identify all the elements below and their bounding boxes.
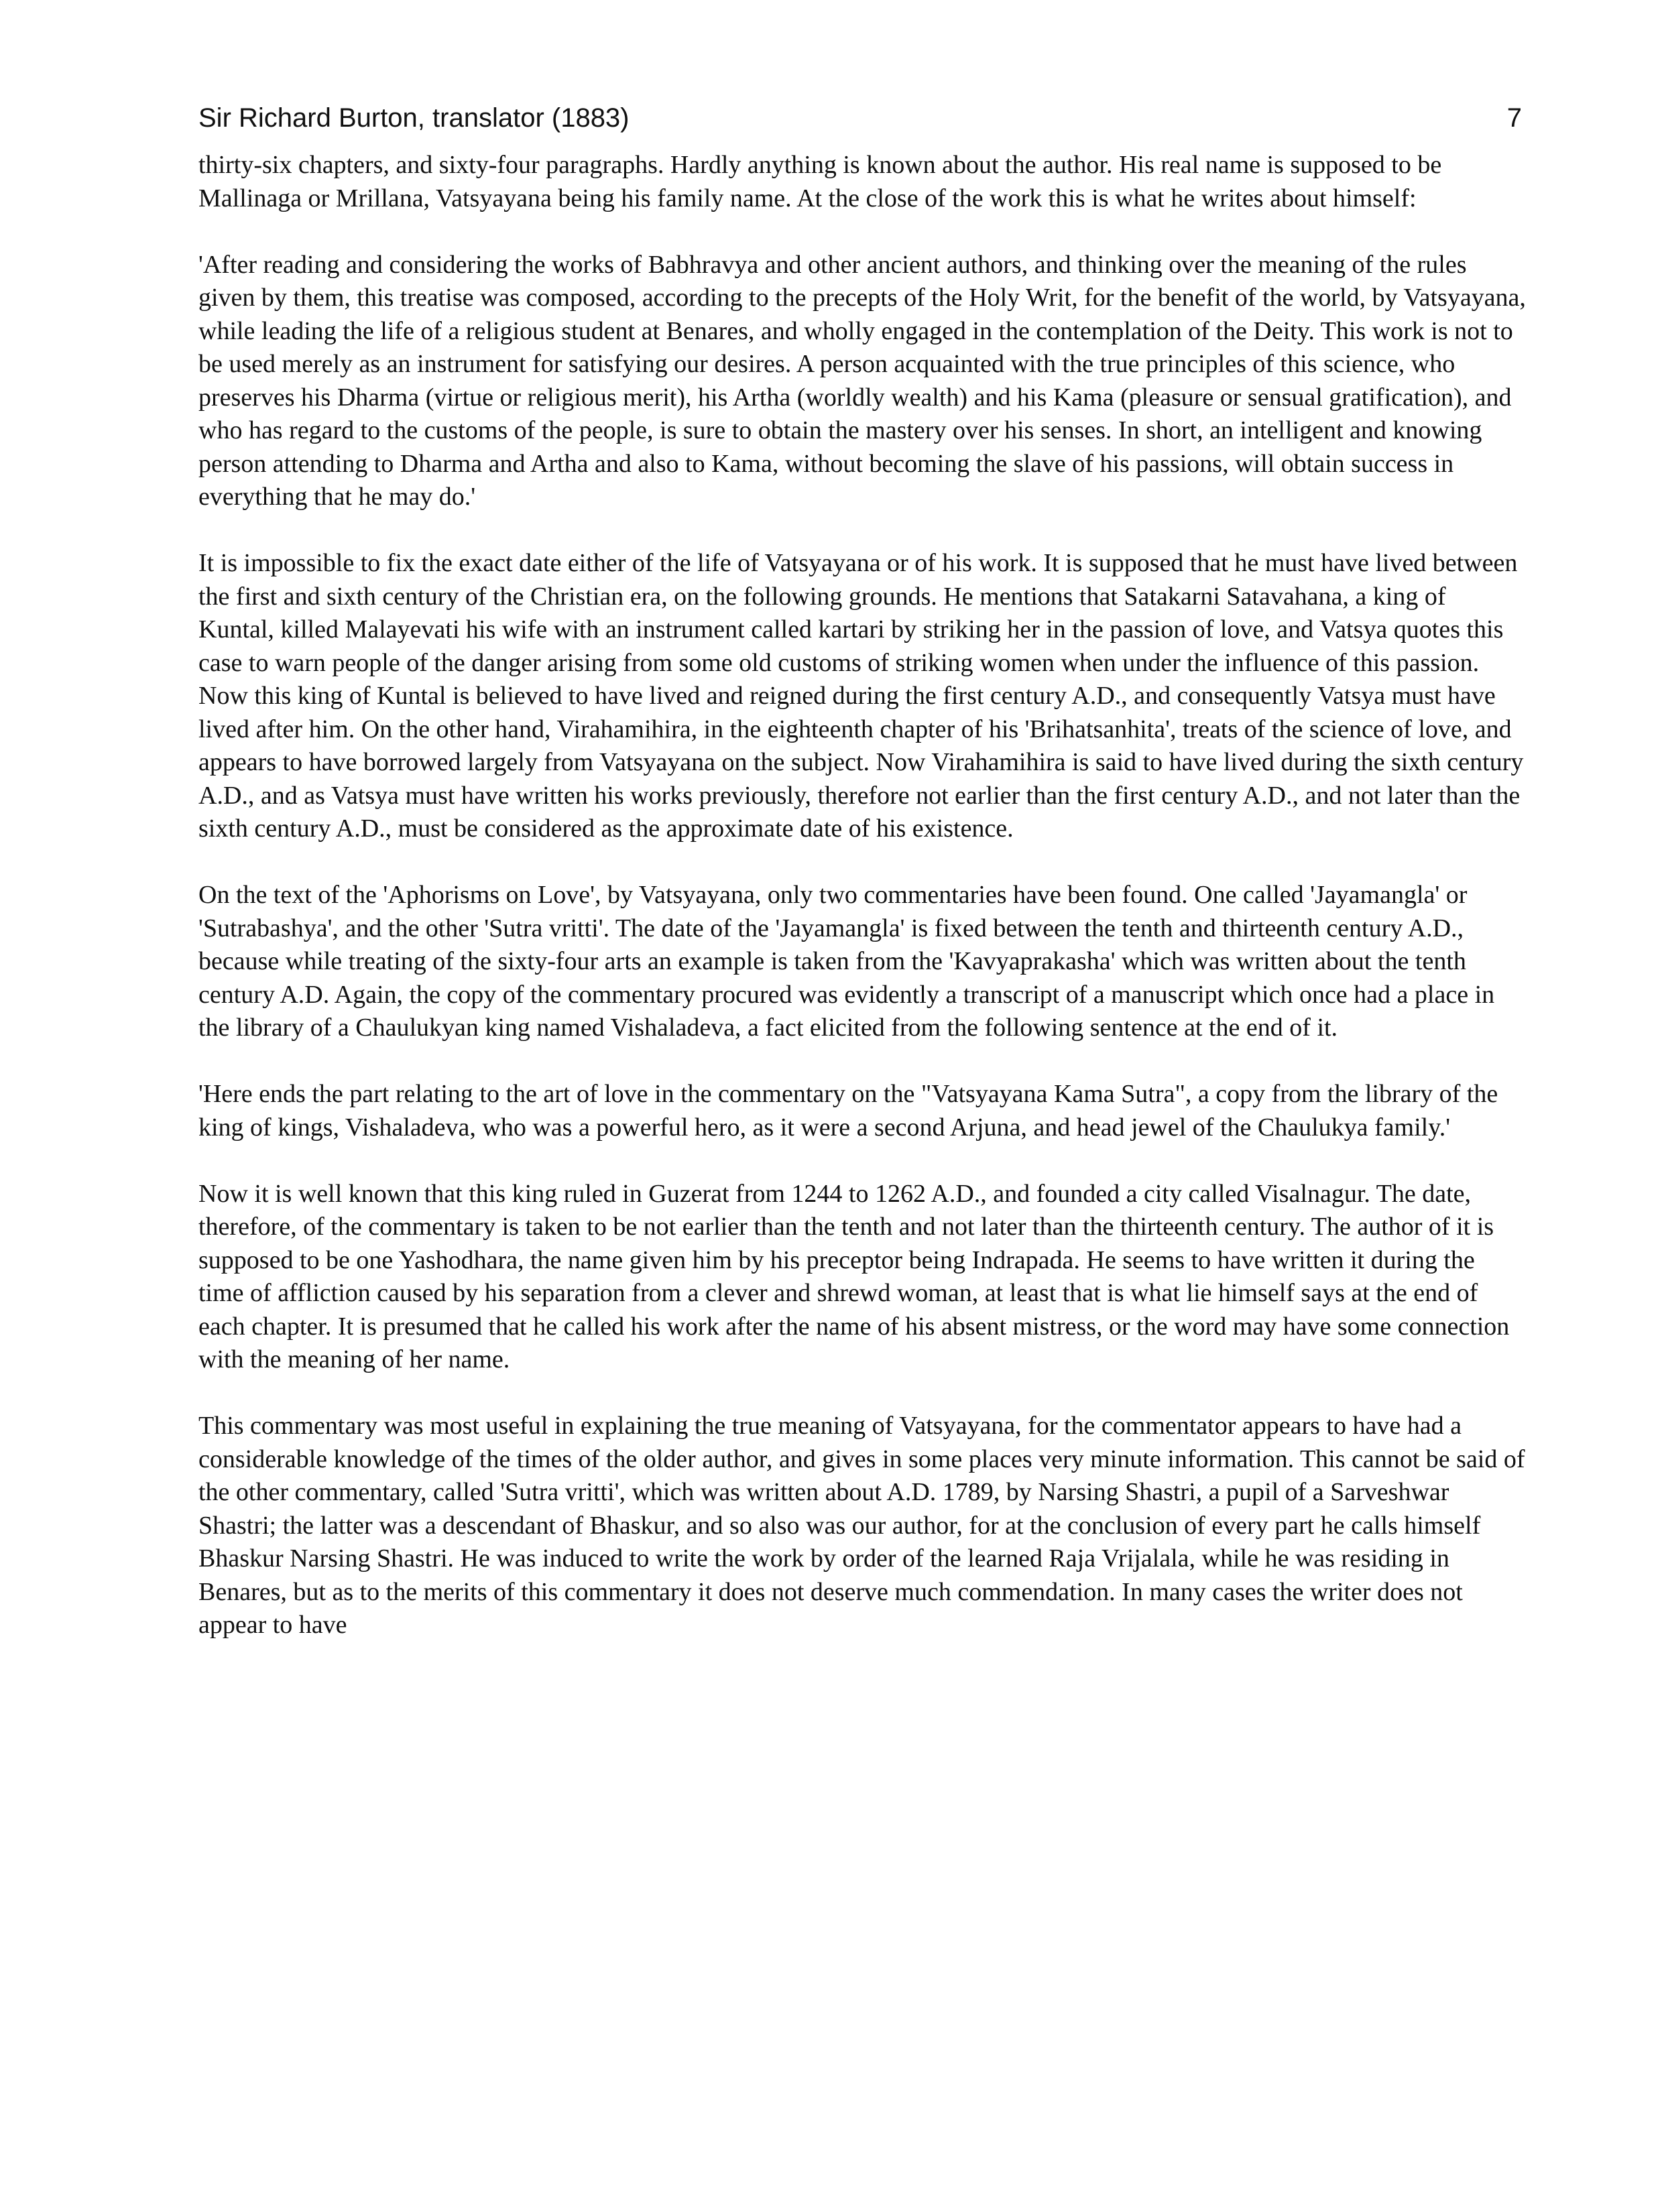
paragraph: 'Here ends the part relating to the art of love in the commentary on the "Vatsyayana Kama Sutra", a copy from the library of the king of kings, Vishaladeva, who was a powerful hero, as it were a second Arjuna, and head jewel of the Chaulukya family.' bbox=[198, 1080, 1498, 1142]
header-title: Sir Richard Burton, translator (1883) bbox=[198, 103, 630, 133]
paragraph: On the text of the 'Aphorisms on Love', by Vatsyayana, only two commentaries have been found. One called 'Jayamangla' or 'Sutrabashya', and the other 'Sutra vritti'. The date of the 'Jayamangla' is fixed between the tenth and thirteenth century A.D., because while treating of the sixty-four arts an example is taken from the 'Kavyaprakasha' which was written about the tenth century A.D. Again, the copy of the commentary procured was evidently a transcript of a manuscript which once had a place in the library of a Chaulukyan king named Vishaladeva, a fact elicited from the following sentence at the end of it. bbox=[198, 881, 1495, 1042]
paragraph: thirty-six chapters, and sixty-four paragraphs. Hardly anything is known about the author. His real name is supposed to be Mallinaga or Mrillana, Vatsyayana being his family name. At the close of the work this is what he writes about himself: bbox=[198, 151, 1442, 212]
paragraph: It is impossible to fix the exact date either of the life of Vatsyayana or of his work. It is supposed that he must have lived between the first and sixth century of the Christian era, on the following grounds. He mentions that Satakarni Satavahana, a king of Kuntal, killed Malayevati his wife with an instrument called kartari by striking her in the passion of love, and Vatsya quotes this case to warn people of the danger arising from some old customs of striking women when under the influence of this passion. Now this king of Kuntal is believed to have lived and reigned during the first century A.D., and consequently Vatsya must have lived after him. On the other hand, Virahamihira, in the eighteenth chapter of his 'Brihatsanhita', treats of the science of love, and appears to have borrowed largely from Vatsyayana on the subject. Now Virahamihira is said to have lived during the sixth century A.D., and as Vatsya must have written his works previously, therefore not earlier than the first century A.D., and not later than the sixth century A.D., must be considered as the approximate date of his existence. bbox=[198, 549, 1524, 843]
document-body bbox=[198, 149, 1526, 1642]
paragraph: 'After reading and considering the works of Babhravya and other ancient authors, and thinking over the meaning of the rules given by them, this treatise was composed, according to the precepts of the Holy Writ, for the benefit of the world, by Vatsyayana, while leading the life of a religious student at Benares, and wholly engaged in the contemplation of the Deity. This work is not to be used merely as an instrument for satisfying our desires. A person acquainted with the true principles of this science, who preserves his Dharma (virtue or religious merit), his Artha (worldly wealth) and his Kama (pleasure or sensual gratification), and who has regard to the customs of the people, is sure to obtain the mastery over his senses. In short, an intelligent and knowing person attending to Dharma and Artha and also to Kama, without becoming the slave of his passions, will obtain success in everything that he may do.' bbox=[198, 250, 1526, 511]
paragraph: Now it is well known that this king ruled in Guzerat from 1244 to 1262 A.D., and founded a city called Visalnagur. The date, therefore, of the commentary is taken to be not earlier than the tenth and not later than the thirteenth century. The author of it is supposed to be one Yashodhara, the name given him by his preceptor being Indrapada. He seems to have written it during the time of affliction caused by his separation from a clever and shrewd woman, at least that is what lie himself says at the end of each chapter. It is presumed that he called his work after the name of his absent mistress, or the word may have some connection with the meaning of her name. bbox=[198, 1179, 1510, 1373]
running-header bbox=[198, 101, 1526, 139]
page-number: 7 bbox=[1506, 103, 1522, 133]
document-page bbox=[198, 101, 1526, 1642]
paragraph: This commentary was most useful in explaining the true meaning of Vatsyayana, for the commentator appears to have had a considerable knowledge of the times of the older author, and gives in some places very minute information. This cannot be said of the other commentary, called 'Sutra vritti', which was written about A.D. 1789, by Narsing Shastri, a pupil of a Sarveshwar Shastri; the latter was a descendant of Bhaskur, and so also was our author, for at the conclusion of every part he calls himself Bhaskur Narsing Shastri. He was induced to write the work by order of the learned Raja Vrijalala, while he was residing in Benares, but as to the merits of this commentary it does not deserve much commendation. In many cases the writer does not appear to have bbox=[198, 1412, 1525, 1639]
